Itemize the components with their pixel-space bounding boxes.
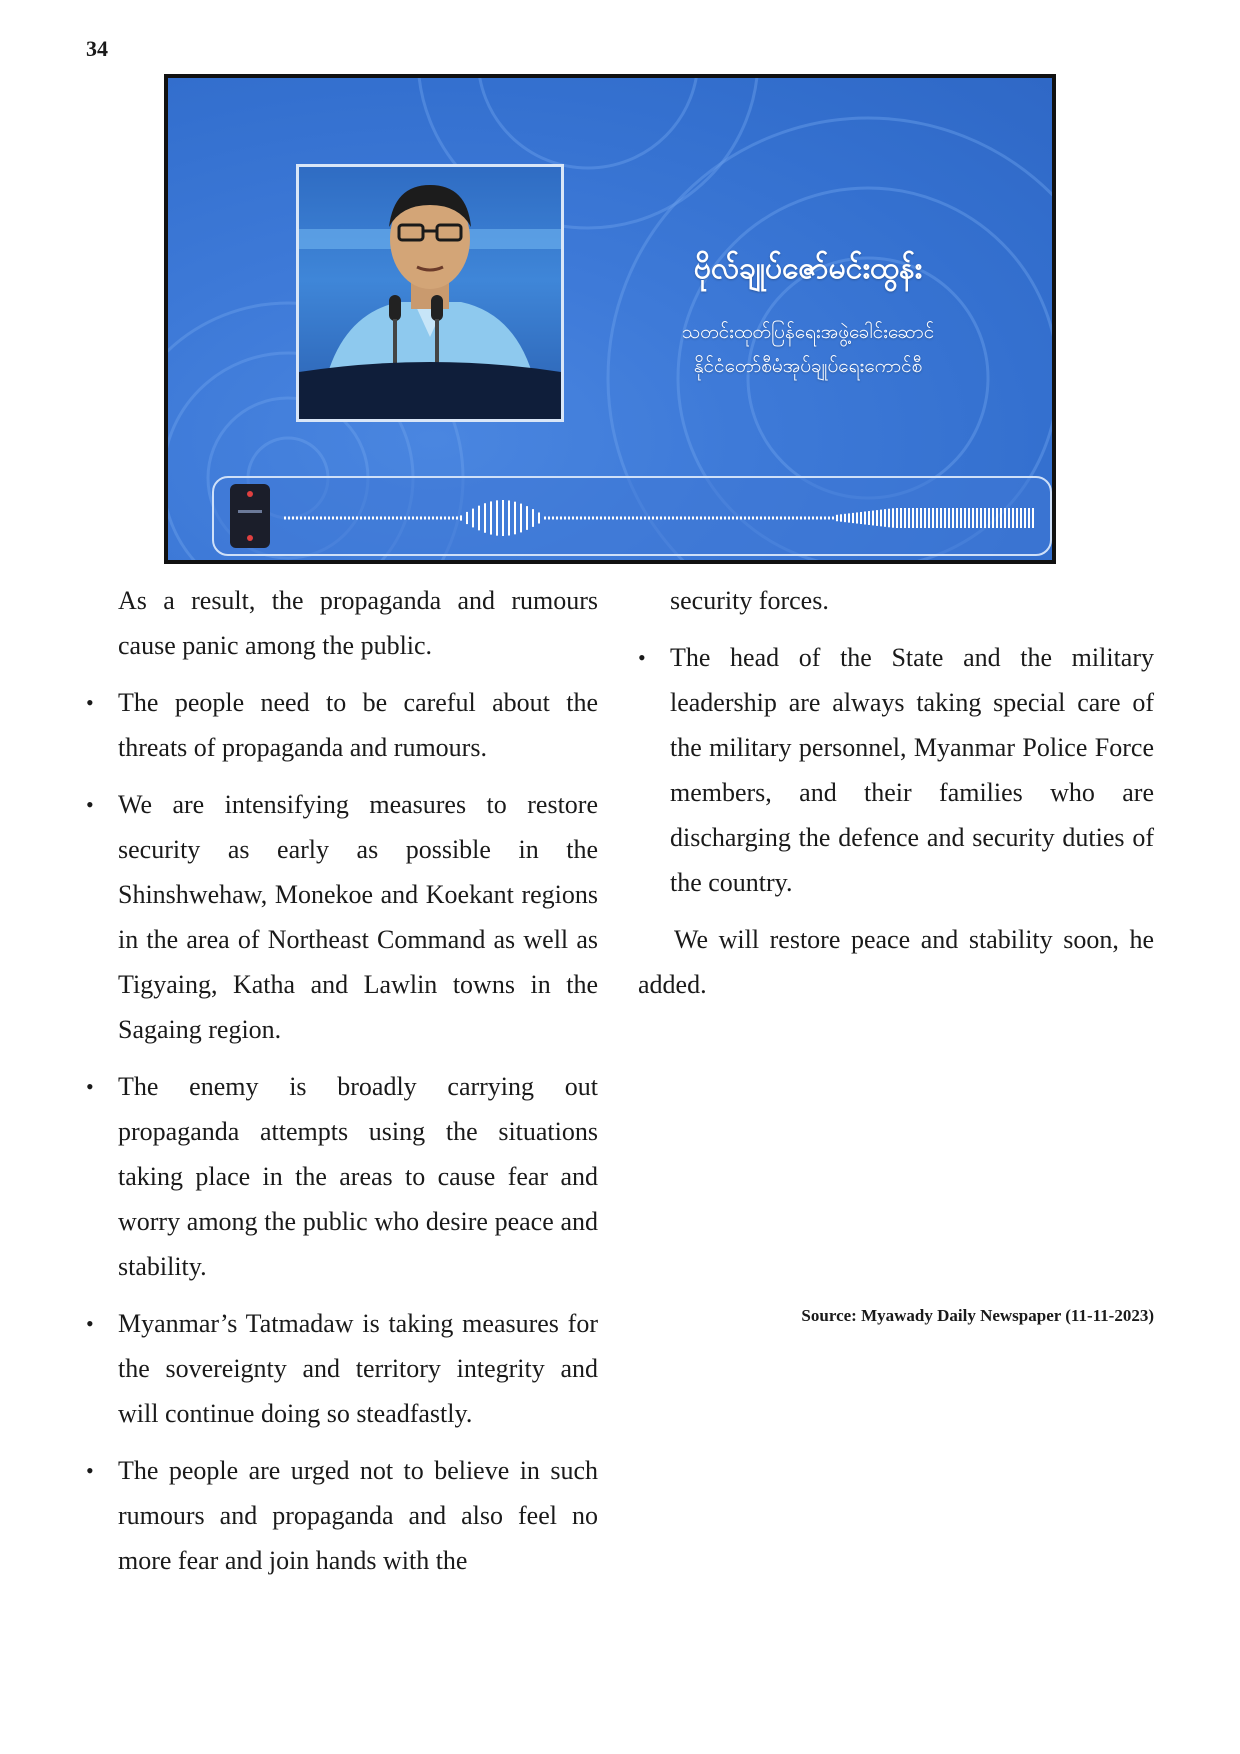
waveform-bar <box>704 517 706 520</box>
left-bullet-list <box>86 680 598 1583</box>
waveform-bar <box>412 517 414 520</box>
waveform-bar <box>812 517 814 520</box>
source-citation: Source: Myawady Daily Newspaper (11-11-2023) <box>801 1306 1154 1325</box>
waveform-bar <box>490 501 492 534</box>
waveform-bar <box>424 517 426 520</box>
waveform-bar <box>716 517 718 520</box>
waveform-bar <box>564 517 566 520</box>
waveform-bar <box>538 512 540 523</box>
waveform-bar <box>800 517 802 520</box>
waveform-bar <box>748 517 750 520</box>
waveform-bar <box>912 508 914 528</box>
waveform-bar <box>740 517 742 520</box>
waveform-bar <box>600 517 602 520</box>
waveform-bar <box>776 517 778 520</box>
waveform-bar <box>648 517 650 520</box>
audio-waveform-bar <box>212 476 1052 556</box>
waveform-bar <box>404 517 406 520</box>
waveform-bar <box>616 517 618 520</box>
waveform-bar <box>920 508 922 528</box>
waveform-bar <box>868 511 870 525</box>
waveform-bar <box>788 517 790 520</box>
waveform-bar <box>808 517 810 520</box>
waveform-bar <box>992 508 994 528</box>
waveform-bar <box>312 517 314 520</box>
waveform-bar <box>514 502 516 535</box>
waveform-bar <box>1000 508 1002 528</box>
waveform-bar <box>652 517 654 520</box>
waveform-bar <box>692 517 694 520</box>
waveform-bar <box>768 517 770 520</box>
waveform-bar <box>344 517 346 520</box>
waveform-bar <box>584 517 586 520</box>
waveform-bar <box>684 517 686 520</box>
waveform-bar <box>440 517 442 520</box>
waveform-bar <box>452 517 454 520</box>
waveform-bar <box>980 508 982 528</box>
waveform-bar <box>632 517 634 520</box>
bullet-item: • The head of the State and the military leadership are always taking special care of the military personnel, Myanmar Police Force members, and their families who are discharging the defence and security duties of the country. <box>638 635 1154 905</box>
waveform-bar <box>952 508 954 528</box>
waveform-bar <box>348 517 350 520</box>
waveform-bar <box>1028 508 1030 528</box>
waveform-bar <box>872 511 874 526</box>
waveform-bar <box>984 508 986 528</box>
waveform-bar <box>1024 508 1026 528</box>
waveform-bar <box>956 508 958 528</box>
waveform-bar <box>620 517 622 520</box>
waveform-bar <box>664 517 666 520</box>
waveform-bar <box>328 517 330 520</box>
waveform-bar <box>876 510 878 526</box>
waveform-bar <box>400 517 402 520</box>
waveform-bar <box>976 508 978 528</box>
waveform-bar <box>700 517 702 520</box>
waveform-bar <box>944 508 946 528</box>
waveform-bar <box>532 509 534 527</box>
waveform-bar <box>756 517 758 520</box>
waveform-bar <box>676 517 678 520</box>
speaker-caption <box>638 248 978 383</box>
waveform-bar <box>968 508 970 528</box>
waveform-bar <box>1020 508 1022 528</box>
waveform-bar <box>1016 508 1018 528</box>
waveform-bar <box>904 508 906 528</box>
waveform-bar <box>332 517 334 520</box>
waveform-bar <box>572 517 574 520</box>
waveform-bar <box>416 517 418 520</box>
waveform-bar <box>360 517 362 520</box>
speaker-photo <box>296 164 564 422</box>
waveform-bar <box>820 517 822 520</box>
waveform-bar <box>932 508 934 528</box>
waveform-bar <box>988 508 990 528</box>
waveform-bar <box>916 508 918 528</box>
waveform-bar <box>296 517 298 520</box>
waveform-bar <box>588 517 590 520</box>
waveform-bar <box>448 517 450 520</box>
intro-paragraph: As a result, the propaganda and rumours cause panic among the public. <box>118 586 598 660</box>
waveform-bar <box>568 517 570 520</box>
waveform-bar <box>396 517 398 520</box>
waveform-bar <box>836 515 838 521</box>
waveform-bar <box>456 517 458 520</box>
waveform-bar <box>544 517 546 520</box>
waveform-bar <box>372 517 374 520</box>
waveform-bar <box>304 517 306 520</box>
speaker-title-line-1: သတင်းထုတ်ပြန်ရေးအဖွဲ့ခေါင်းဆောင် <box>681 321 935 343</box>
waveform-bar <box>696 517 698 520</box>
waveform-bar <box>668 517 670 520</box>
waveform-bar <box>460 515 462 520</box>
waveform-bar <box>608 517 610 520</box>
waveform-bar <box>828 517 830 520</box>
waveform-bar <box>432 517 434 520</box>
bullet-item: • The people need to be careful about the threats of propaganda and rumours. <box>86 680 598 770</box>
waveform-bar <box>724 517 726 520</box>
waveform-bar <box>380 517 382 520</box>
waveform-bar <box>888 509 890 528</box>
waveform-bar <box>604 517 606 520</box>
waveform-bar <box>896 508 898 528</box>
waveform-bar <box>892 508 894 528</box>
waveform-bar <box>484 503 486 533</box>
waveform-bar <box>860 512 862 524</box>
waveform-bar <box>884 509 886 527</box>
waveform-bar <box>760 517 762 520</box>
waveform-bar <box>792 517 794 520</box>
page-number: 34 <box>86 36 108 61</box>
waveform-bar <box>388 517 390 520</box>
waveform-bar <box>852 513 854 523</box>
waveform-bar <box>612 517 614 520</box>
waveform-bar <box>832 517 834 520</box>
waveform-bar <box>624 517 626 520</box>
waveform-bar <box>964 508 966 528</box>
waveform-bar <box>368 517 370 520</box>
waveform-bar <box>744 517 746 520</box>
waveform-bar <box>824 517 826 520</box>
waveform-bar <box>672 517 674 520</box>
bullet-item: • The people are urged not to believe in such rumours and propaganda and also feel no more fear and join hands with the <box>86 1448 598 1583</box>
waveform-bar <box>712 517 714 520</box>
right-column <box>638 578 1154 1007</box>
waveform-bar <box>356 517 358 520</box>
waveform-bar <box>556 517 558 520</box>
waveform-bar <box>780 517 782 520</box>
waveform-bar <box>1008 508 1010 528</box>
waveform-bar <box>880 510 882 527</box>
waveform-bar <box>596 517 598 520</box>
waveform-bar <box>708 517 710 520</box>
waveform-bar <box>996 508 998 528</box>
waveform-bar <box>728 517 730 520</box>
waveform-bar <box>736 517 738 520</box>
waveform-bar <box>502 500 504 536</box>
waveform-bar <box>580 517 582 520</box>
waveform-bar <box>320 517 322 520</box>
waveform-bar <box>720 517 722 520</box>
waveform-bar <box>680 517 682 520</box>
waveform-bar <box>752 517 754 520</box>
waveform-bar <box>796 517 798 520</box>
waveform-bar <box>292 517 294 520</box>
waveform-bar <box>1032 508 1034 528</box>
waveform-bar <box>972 508 974 528</box>
waveform <box>214 478 1054 558</box>
waveform-bar <box>376 517 378 520</box>
waveform-bar <box>472 509 474 528</box>
continuation-paragraph: security forces. <box>670 586 829 615</box>
waveform-bar <box>900 508 902 528</box>
waveform-bar <box>444 517 446 520</box>
waveform-bar <box>552 517 554 520</box>
waveform-bar <box>508 500 510 535</box>
waveform-bar <box>392 517 394 520</box>
waveform-bar <box>784 517 786 520</box>
waveform-bar <box>908 508 910 528</box>
bullet-item: • The enemy is broadly carrying out propaganda attempts using the situations taking place in the areas to cause fear and worry among the public who desire peace and stability. <box>86 1064 598 1289</box>
waveform-bar <box>640 517 642 520</box>
waveform-bar <box>840 514 842 521</box>
waveform-bar <box>436 517 438 520</box>
waveform-bar <box>284 517 286 520</box>
waveform-bar <box>936 508 938 528</box>
waveform-bar <box>816 517 818 520</box>
waveform-bar <box>352 517 354 520</box>
waveform-bar <box>928 508 930 528</box>
waveform-bar <box>336 517 338 520</box>
waveform-bar <box>924 508 926 528</box>
waveform-bar <box>560 517 562 520</box>
waveform-bar <box>288 517 290 520</box>
waveform-bar <box>732 517 734 520</box>
waveform-bar <box>548 517 550 520</box>
waveform-bar <box>960 508 962 528</box>
speaker-name: ဗိုလ်ချုပ်ဇော်မင်းထွန်း <box>693 251 923 286</box>
waveform-bar <box>420 517 422 520</box>
waveform-bar <box>408 517 410 520</box>
waveform-bar <box>940 508 942 528</box>
news-video-still <box>164 74 1056 564</box>
waveform-bar <box>340 517 342 520</box>
waveform-bar <box>478 506 480 531</box>
waveform-bar <box>592 517 594 520</box>
waveform-bar <box>526 506 528 530</box>
waveform-bar <box>466 512 468 524</box>
waveform-bar <box>496 500 498 535</box>
phone-icon <box>230 484 270 548</box>
waveform-bar <box>1012 508 1014 528</box>
waveform-bar <box>864 512 866 525</box>
waveform-bar <box>856 512 858 523</box>
waveform-bar <box>308 517 310 520</box>
waveform-bar <box>428 517 430 520</box>
waveform-bar <box>764 517 766 520</box>
waveform-bar <box>628 517 630 520</box>
waveform-bar <box>688 517 690 520</box>
left-column <box>86 578 598 1583</box>
waveform-bar <box>384 517 386 520</box>
waveform-bar <box>656 517 658 520</box>
waveform-bar <box>948 508 950 528</box>
waveform-bar <box>364 517 366 520</box>
waveform-bar <box>324 517 326 520</box>
closing-paragraph: We will restore peace and stability soon, he added. <box>638 925 1154 999</box>
waveform-bar <box>848 513 850 522</box>
waveform-bar <box>300 517 302 520</box>
waveform-bar <box>772 517 774 520</box>
speaker-title-line-2: နိုင်ငံတော်စီမံအုပ်ချုပ်ရေးကောင်စီ <box>693 355 923 377</box>
waveform-bar <box>576 517 578 520</box>
waveform-bar <box>636 517 638 520</box>
right-bullet-list <box>638 635 1154 905</box>
waveform-bar <box>660 517 662 520</box>
waveform-bar <box>1004 508 1006 528</box>
bullet-item: • We are intensifying measures to restore security as early as possible in the Shinshwehaw, Monekoe and Koekant regions in the area of Northeast Command as well as Tigyaing, Katha and Lawlin towns in the Sagaing region. <box>86 782 598 1052</box>
waveform-bar <box>844 514 846 522</box>
waveform-bar <box>316 517 318 520</box>
waveform-bar <box>644 517 646 520</box>
waveform-bar <box>804 517 806 520</box>
bullet-item: • Myanmar’s Tatmadaw is taking measures for the sovereignty and territory integrity and will continue doing so steadfastly. <box>86 1301 598 1436</box>
waveform-bar <box>520 504 522 533</box>
